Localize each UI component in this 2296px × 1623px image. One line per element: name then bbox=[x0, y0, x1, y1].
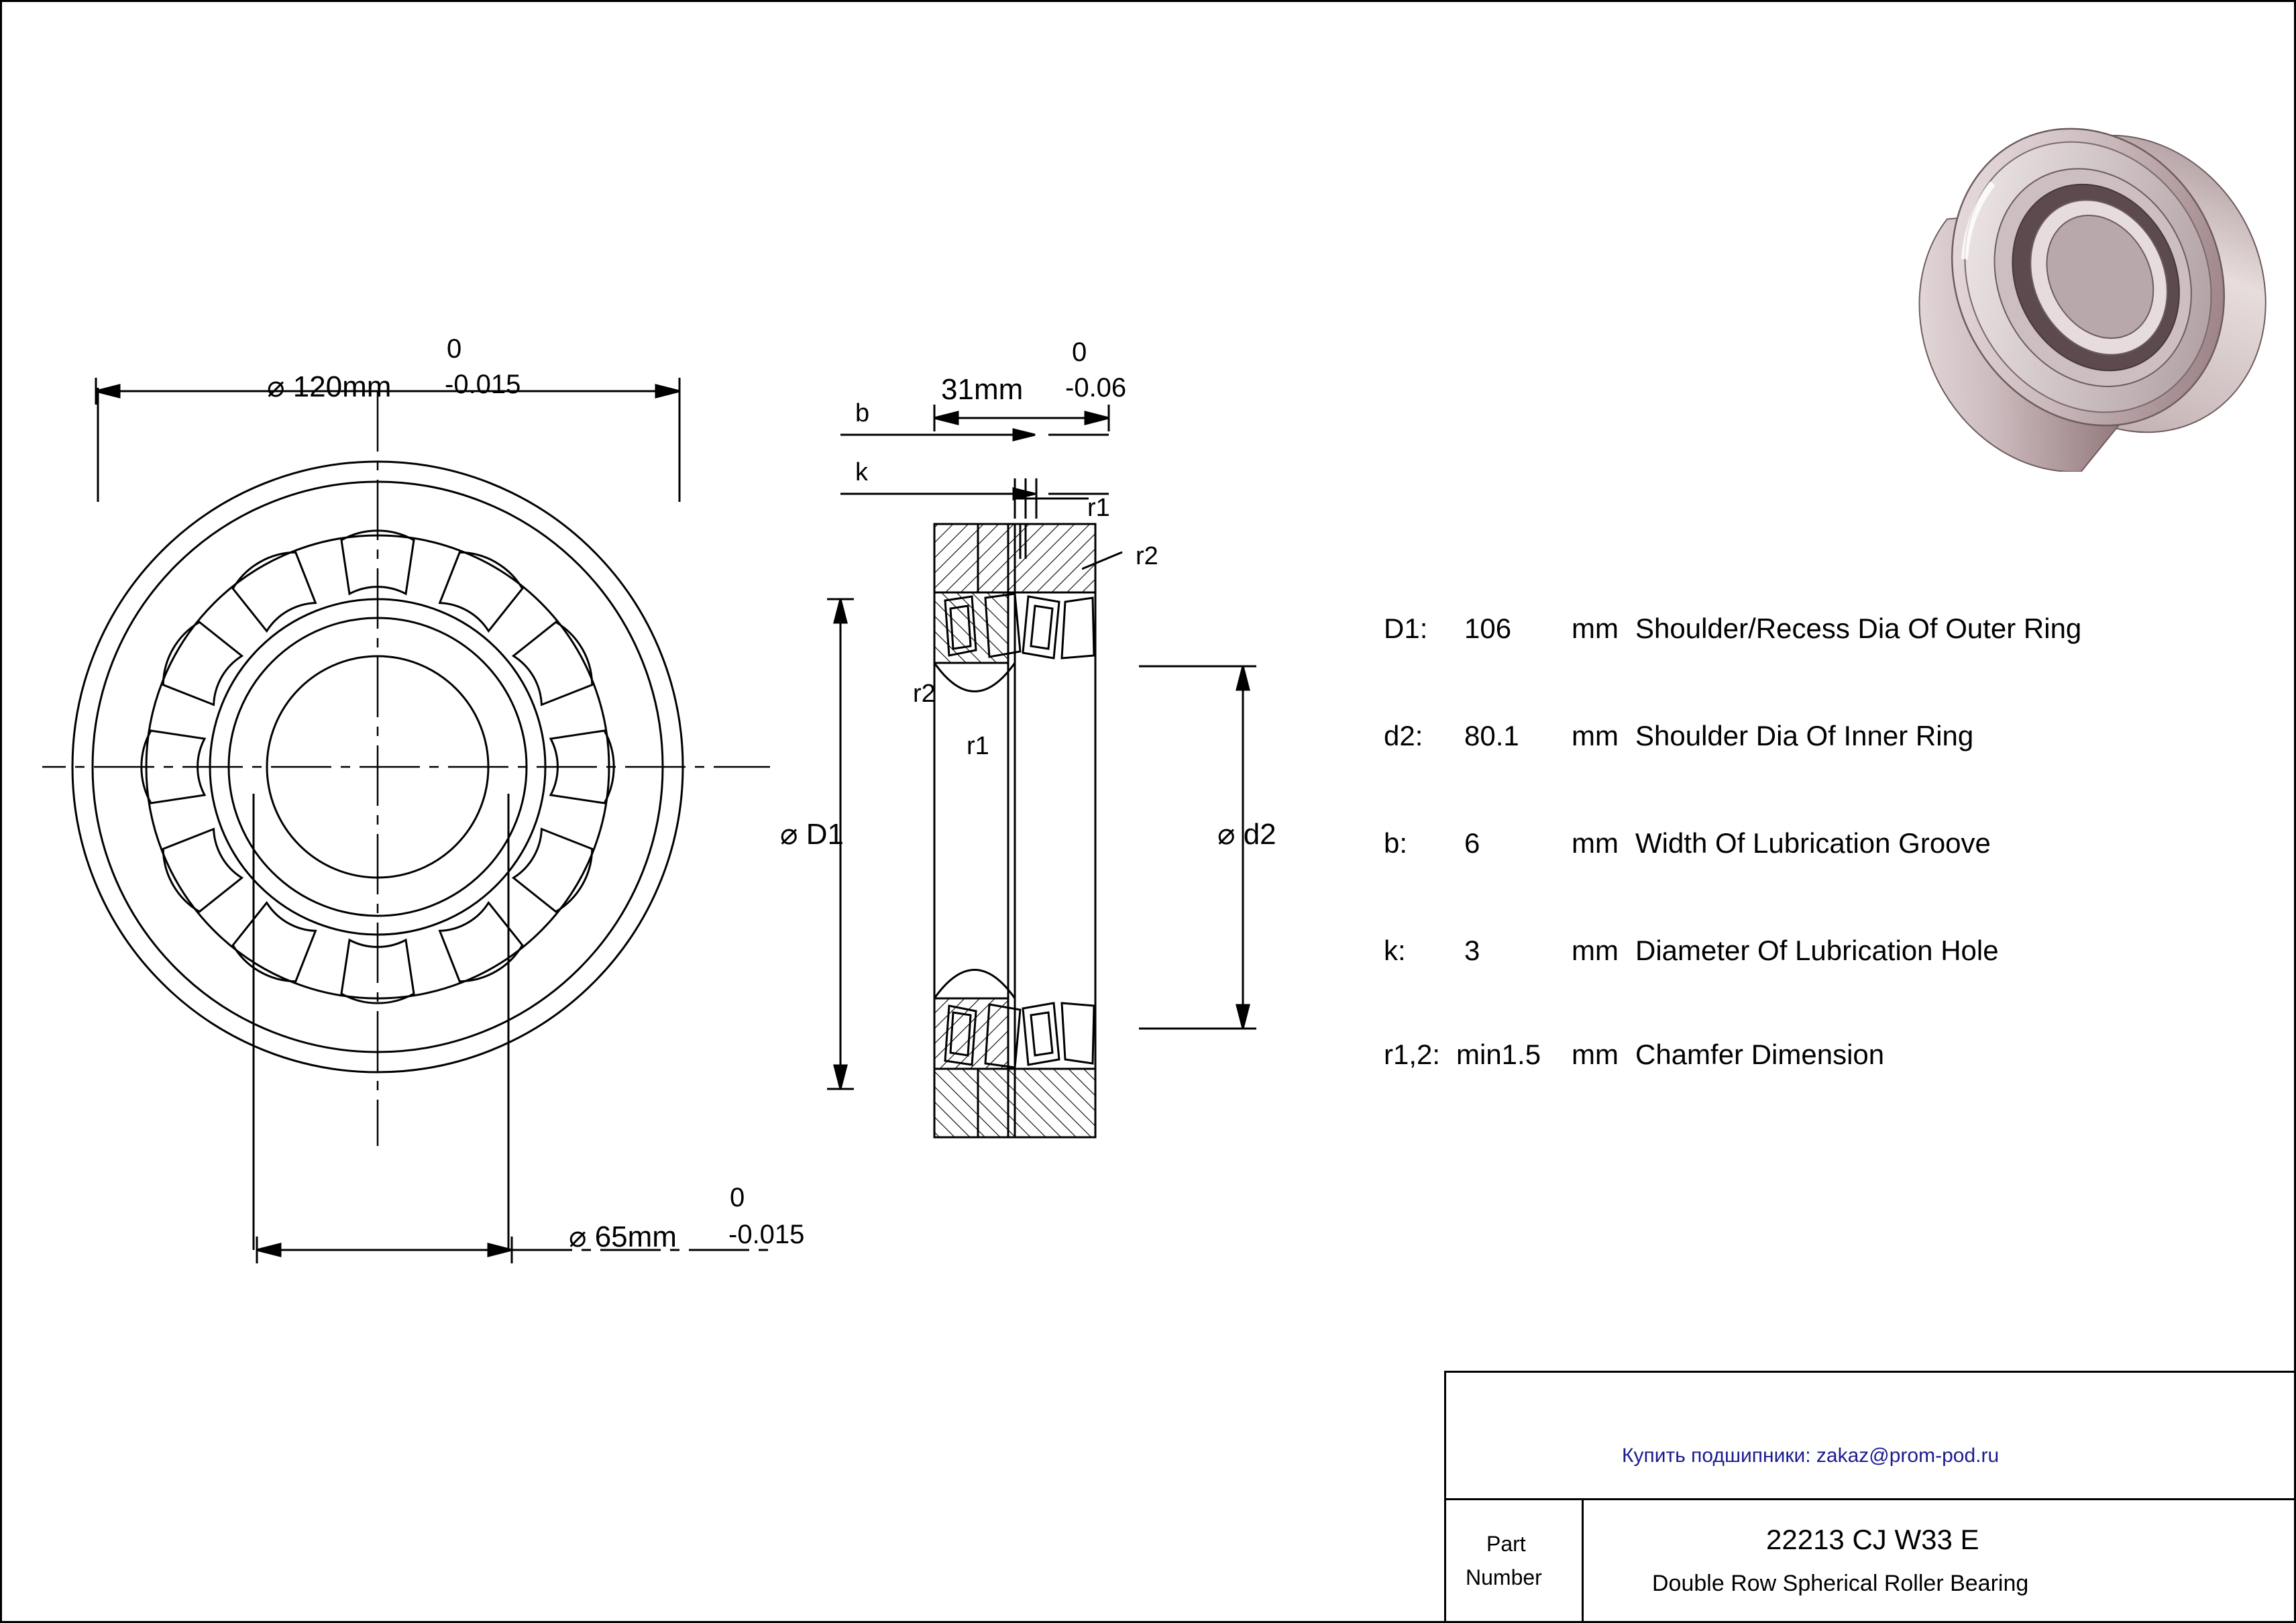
spec-value: min1.5 bbox=[1456, 1039, 1541, 1070]
shop-url: Купить подшипники: zakaz@prom-pod.ru bbox=[1622, 1445, 2000, 1467]
spec-symbol: D1: bbox=[1384, 613, 1428, 644]
tb-top-line bbox=[1444, 1371, 2296, 1373]
spec-unit: mm bbox=[1572, 720, 1619, 751]
outer-ext-left bbox=[95, 388, 101, 502]
r1-left-label: r1 bbox=[967, 732, 989, 760]
part-description: Double Row Spherical Roller Bearing bbox=[1652, 1571, 2029, 1596]
spec-value: 6 bbox=[1464, 827, 1480, 859]
spec-description: Chamfer Dimension bbox=[1635, 1039, 1885, 1070]
spec-unit: mm bbox=[1572, 613, 1619, 644]
title-block bbox=[1444, 1371, 2296, 1623]
bore-ext-left bbox=[250, 794, 257, 1250]
spec-unit: mm bbox=[1572, 827, 1619, 859]
r2-right-label: r2 bbox=[1136, 542, 1158, 570]
bore-ext-right bbox=[505, 794, 512, 1250]
tb-mid-line bbox=[1444, 1498, 2296, 1500]
bore-dia-tol-top: 0 bbox=[730, 1183, 745, 1212]
part-number: 22213 CJ W33 E bbox=[1766, 1524, 1979, 1555]
tb-left-line bbox=[1444, 1371, 1446, 1623]
r2-left-label: r2 bbox=[913, 680, 936, 708]
spec-unit: mm bbox=[1572, 1039, 1619, 1070]
d2-label: ⌀ d2 bbox=[1217, 818, 1276, 851]
width-tol-top: 0 bbox=[1072, 337, 1087, 367]
outer-dia-tol-top: 0 bbox=[447, 334, 462, 364]
spec-symbol: r1,2: bbox=[1384, 1039, 1441, 1070]
tb-col-line bbox=[1582, 1498, 1584, 1623]
spec-symbol: d2: bbox=[1384, 720, 1423, 751]
outer-dia-tol-bottom: -0.015 bbox=[445, 370, 521, 399]
outer-ext-right bbox=[676, 388, 683, 502]
part-label-line2: Number bbox=[1466, 1565, 1542, 1589]
bore-dia-tol-bottom: -0.015 bbox=[728, 1220, 805, 1249]
outer-dim-line bbox=[42, 378, 753, 405]
spec-unit: mm bbox=[1572, 935, 1619, 966]
d2-ext-bottom bbox=[1139, 1025, 1246, 1032]
width-label: 31mm bbox=[941, 373, 1024, 406]
spec-description: Shoulder Dia Of Inner Ring bbox=[1635, 720, 1974, 751]
spec-description: Diameter Of Lubrication Hole bbox=[1635, 935, 1999, 966]
spec-description: Shoulder/Recess Dia Of Outer Ring bbox=[1635, 613, 2082, 644]
outer-dia-label: ⌀ 120mm bbox=[267, 370, 392, 403]
d2-ext-top bbox=[1139, 663, 1246, 670]
spec-description: Width Of Lubrication Groove bbox=[1635, 827, 1991, 859]
b-label: b bbox=[855, 399, 870, 427]
k-label: k bbox=[855, 458, 868, 486]
spec-symbol: k: bbox=[1384, 935, 1406, 966]
width-tol-bottom: -0.06 bbox=[1065, 373, 1127, 403]
spec-table bbox=[1370, 592, 2269, 1076]
front-view bbox=[42, 351, 780, 1210]
spec-value: 3 bbox=[1464, 935, 1480, 966]
bore-dia-label: ⌀ 65mm bbox=[569, 1220, 677, 1253]
bearing-3d-render bbox=[1900, 96, 2276, 472]
r1-top-label: r1 bbox=[1087, 494, 1110, 522]
spec-value: 80.1 bbox=[1464, 720, 1519, 751]
spec-value: 106 bbox=[1464, 613, 1512, 644]
spec-symbol: b: bbox=[1384, 827, 1408, 859]
section-view bbox=[928, 519, 1142, 1143]
part-label-line1: Part bbox=[1486, 1532, 1526, 1556]
b-dim-line bbox=[834, 425, 1115, 445]
d1-label: ⌀ D1 bbox=[780, 818, 844, 851]
